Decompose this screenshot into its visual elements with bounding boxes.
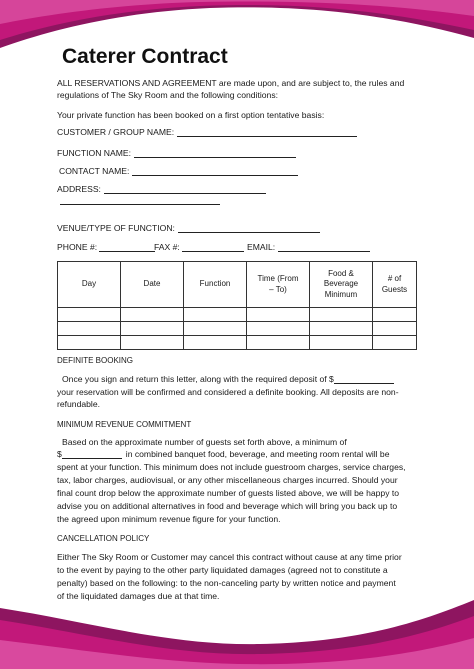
table-cell[interactable] (247, 322, 310, 336)
address-field (57, 184, 266, 194)
table-cell[interactable] (58, 336, 121, 350)
minimum-revenue-heading: MINIMUM REVENUE COMMITMENT (57, 420, 192, 429)
table-cell[interactable] (310, 336, 373, 350)
definite-booking-line-3: refundable. (57, 399, 101, 409)
venue-blank[interactable] (178, 223, 320, 233)
header-food-beverage-minimum: Food & Beverage Minimum (310, 262, 373, 308)
header-guests: # of Guests (373, 262, 417, 308)
definite-booking-line-2: your reservation will be confirmed and considered a definite booking. All deposits are non- (57, 387, 399, 397)
table-cell[interactable] (121, 322, 184, 336)
table-cell[interactable] (247, 308, 310, 322)
email-label: EMAIL: (247, 242, 276, 252)
function-name-blank[interactable] (134, 148, 296, 158)
schedule-header-row (58, 262, 417, 308)
address-blank-line-2[interactable] (60, 204, 220, 205)
email-blank[interactable] (278, 242, 370, 252)
cancellation-line-1: Either The Sky Room or Customer may cancel this contract without cause at any time prior (57, 552, 402, 562)
minimum-revenue-line-2: in combined banquet food, beverage, and meeting room rental will be (125, 449, 390, 459)
schedule-table (57, 261, 417, 350)
cancellation-line-3: penalty) based on the following: to the non-canceling party by written notice and payment (57, 578, 396, 588)
venue-label: VENUE/TYPE OF FUNCTION: (57, 223, 175, 233)
phone-field (57, 242, 155, 252)
customer-label: CUSTOMER / GROUP NAME: (57, 127, 175, 137)
table-cell[interactable] (184, 322, 247, 336)
deposit-text: Once you sign and return this letter, along with the required deposit of $ (62, 374, 334, 384)
header-time: Time (From – To) (247, 262, 310, 308)
table-cell[interactable] (247, 336, 310, 350)
minimum-revenue-line-5: final count drop below the approximate number of guests listed above, we will be happy to (57, 488, 400, 498)
phone-blank[interactable] (99, 242, 155, 252)
intro-line-2: regulations of The Sky Room and the following conditions: (57, 90, 279, 100)
header-date: Date (121, 262, 184, 308)
contact-name-label: CONTACT NAME: (59, 166, 130, 176)
function-name-label: FUNCTION NAME: (57, 148, 131, 158)
document-title: Caterer Contract (62, 45, 228, 68)
function-name-field (57, 148, 296, 158)
contact-name-blank[interactable] (132, 166, 298, 176)
table-cell[interactable] (121, 308, 184, 322)
deposit-line (62, 374, 394, 384)
tentative-basis-text: Your private function has been booked on a first option tentative basis: (57, 110, 325, 120)
header-function: Function (184, 262, 247, 308)
table-cell[interactable] (373, 308, 417, 322)
contact-name-field (59, 166, 298, 176)
minimum-revenue-line-7: the agreed upon minimum revenue figure for your function. (57, 514, 281, 524)
table-row (58, 322, 417, 336)
table-cell[interactable] (373, 322, 417, 336)
email-field (247, 242, 370, 252)
table-cell[interactable] (121, 336, 184, 350)
phone-label: PHONE #: (57, 242, 98, 252)
minimum-amount-line (57, 449, 390, 459)
fax-field (154, 242, 244, 252)
header-day: Day (58, 262, 121, 308)
cancellation-line-2: to the event by paying to the other party liquidated damages (agreed not to constitute a (57, 565, 388, 575)
table-cell[interactable] (184, 336, 247, 350)
venue-field (57, 223, 320, 233)
cancellation-heading: CANCELLATION POLICY (57, 534, 150, 543)
table-row (58, 336, 417, 350)
minimum-revenue-line-4: tax, labor charges, audiovisual, or any other miscellaneous charges incurred. Should your (57, 475, 398, 485)
address-blank[interactable] (104, 184, 266, 194)
minimum-revenue-line-6: advise you on additional alternatives in food and beverage which will bring you back up to (57, 501, 398, 511)
address-label: ADDRESS: (57, 184, 101, 194)
intro-line-1: ALL RESERVATIONS AND AGREEMENT are made upon, and are subject to, the rules and (57, 78, 405, 88)
table-cell[interactable] (310, 322, 373, 336)
minimum-revenue-line-1: Based on the approximate number of guests set forth above, a minimum of (62, 437, 347, 447)
fax-blank[interactable] (182, 242, 244, 252)
fax-label: FAX #: (154, 242, 180, 252)
minimum-revenue-line-3: spent at your function. This minimum does not include guestroom charges, service charges, (57, 462, 406, 472)
table-row (58, 308, 417, 322)
table-cell[interactable] (310, 308, 373, 322)
table-cell[interactable] (58, 322, 121, 336)
minimum-amount-blank[interactable] (62, 449, 122, 459)
customer-blank[interactable] (177, 127, 357, 137)
table-cell[interactable] (184, 308, 247, 322)
table-cell[interactable] (373, 336, 417, 350)
cancellation-line-4: of the liquidated damages due at that time. (57, 591, 220, 601)
definite-booking-heading: DEFINITE BOOKING (57, 356, 134, 365)
deposit-amount-blank[interactable] (334, 374, 394, 384)
customer-field (57, 127, 357, 137)
currency-symbol: $ (57, 449, 62, 459)
table-cell[interactable] (58, 308, 121, 322)
